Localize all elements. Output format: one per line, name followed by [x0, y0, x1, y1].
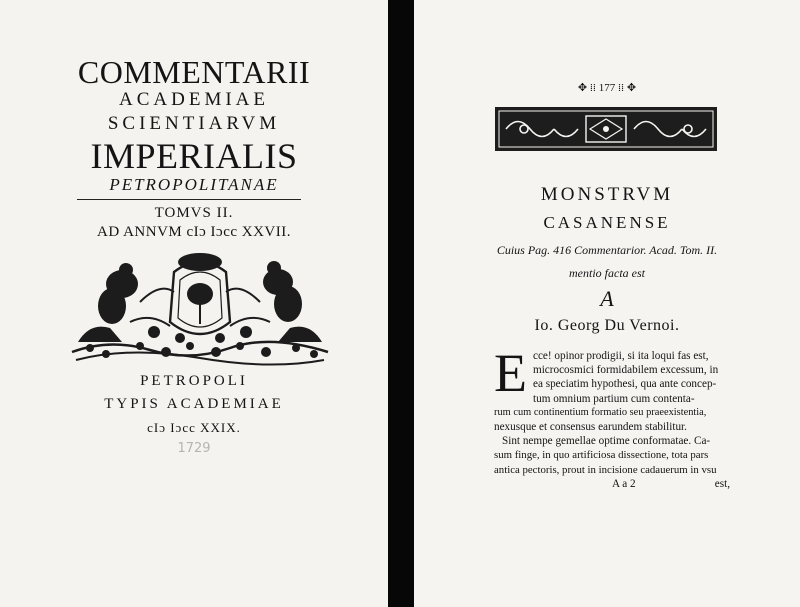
text-line: antica pectoris, prout in incisione cadauerum in vsu: [494, 463, 717, 476]
fleuron-left-icon: ✥ ⁞⁞: [577, 82, 596, 94]
catchword: est,: [714, 477, 730, 490]
citation-line: Cuius Pag. 416 Commentarior. Acad. Tom. II.: [496, 243, 718, 257]
title-scientiarum: SCIENTIARVM: [107, 113, 281, 134]
imprint-city: PETROPOLI: [140, 373, 248, 389]
engraved-vignette-illustration: [70, 242, 330, 370]
text-line: tum omnium partium cum contenta-: [533, 392, 695, 405]
title-imperialis: IMPERIALIS: [90, 136, 298, 176]
right-text-page: [414, 0, 800, 607]
page-header: [414, 81, 800, 94]
page-number: 177: [598, 82, 616, 94]
byline-a: A: [600, 286, 614, 311]
text-line: microcosmici formidabilem excessum, in: [533, 364, 719, 377]
volume-label: TOMVS II.: [154, 205, 234, 221]
citation-line-2: mentio facta est: [569, 266, 645, 280]
year-label: AD ANNVM cIɔ Iɔcc XXVII.: [96, 224, 292, 240]
title-petropolitanae: PETROPOLITANAE: [109, 175, 279, 194]
fleuron-right-icon: ⁞⁞ ✥: [618, 82, 637, 94]
title-divider: [77, 199, 301, 200]
body-paragraph: [494, 343, 730, 491]
text-line: sum finge, in quo artificiosa dissectione, tota pars: [494, 449, 709, 462]
left-title-page: [0, 0, 388, 607]
text-line: ea speciatim hypothesi, qua ante concep-: [533, 378, 717, 391]
text-line: Sint nempe gemellae optime conformatae. Ca-: [502, 435, 711, 448]
text-line: nexusque et consensus earundem stabilitur.: [494, 421, 687, 434]
article-title-casanense: CASANENSE: [543, 213, 671, 232]
imprint-printer: TYPIS ACADEMIAE: [104, 396, 284, 412]
catchword-line: [494, 477, 730, 491]
text-line: cce! opinor prodigii, si ita loqui fas est,: [533, 350, 709, 362]
drop-cap: E: [494, 343, 527, 403]
imprint-year: cIɔ Iɔcc XXIX.: [147, 420, 241, 435]
author-name: Io. Georg Du Vernoi.: [534, 317, 680, 334]
signature-mark: A a 2: [612, 477, 636, 490]
pencil-annotation: 1729: [177, 441, 211, 456]
title-commentarii: COMMENTARII: [77, 54, 311, 90]
ornamental-headpiece-icon: [494, 106, 718, 152]
article-title-monstrum: MONSTRVM: [540, 184, 674, 205]
title-academiae: ACADEMIAE: [119, 89, 269, 110]
text-line: rum cum continentium formatio seu praeexistentia,: [494, 406, 707, 418]
